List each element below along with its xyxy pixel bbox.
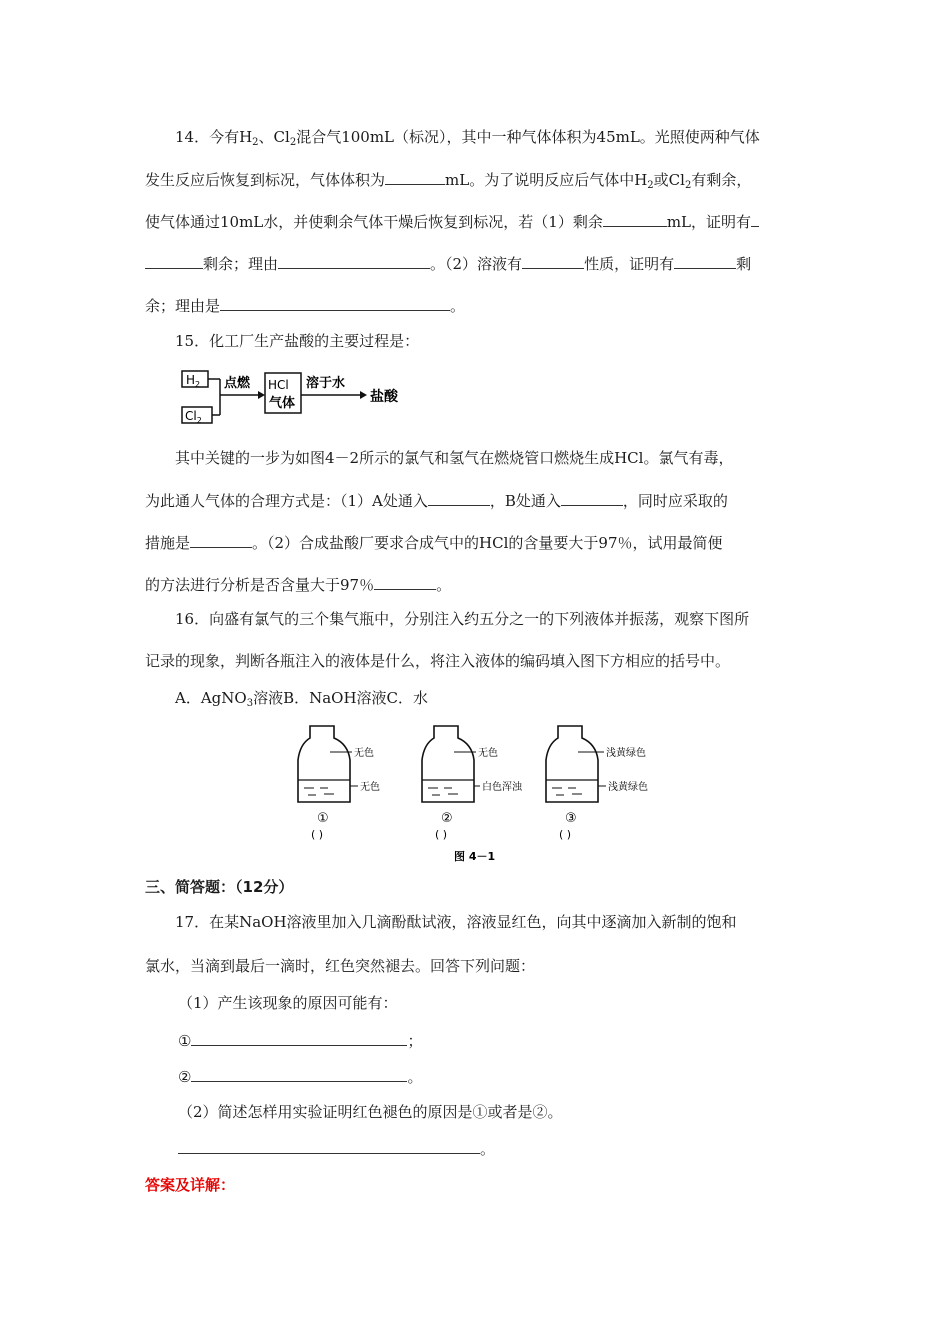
bottle-3-number: ③ [565,811,577,826]
arrow-head [258,391,265,399]
answer-blank[interactable] [385,169,445,185]
q16-line-1: 16．向盛有氯气的三个集气瓶中，分别注入约五分之一的下列液体并振荡，观察下图所 [175,610,750,628]
q17-item-2: ② 。 [178,1068,423,1086]
bottle-3-liquid-label: 浅黄绿色 [608,782,648,793]
bottle-1-paren[interactable]: ( ) [311,828,324,841]
q17-line-3: （1）产生该现象的原因可能有： [178,994,398,1012]
bottle-2-liquid-label: 白色浑浊 [482,782,522,793]
bottle-2-paren[interactable]: ( ) [435,828,448,841]
q14-line-2: 发生反应后恢复到标况，气体体积为 mL。为了说明反应后气体中$H_2$或$Cl_2$有剩余， [145,171,752,191]
q14-line-5: 余；理由是 。 [145,297,466,315]
answer-blank[interactable] [191,1066,407,1082]
bottle-1-number: ① [317,811,329,826]
q17-line-7: 。 [178,1138,843,1159]
q17-line-2: 氯水，当滴到最后一滴时，红色突然褪去。回答下列问题： [145,957,536,975]
bottle-3-paren[interactable]: ( ) [559,828,572,841]
answer-blank[interactable] [522,253,584,269]
q15-title: 15．化工厂生产盐酸的主要过程是： [175,332,420,350]
answer-blank[interactable] [220,295,450,311]
bottle-1-liquid-label: 无色 [360,782,380,793]
q15-line-2: 为此通人气体的合理方式是：（1）A处通入 ，B处通入 ，同时应采取的 [145,492,728,510]
ignite-label: 点燃 [224,376,251,391]
bottle-3 [546,726,648,841]
hcl-label: HCl [268,378,289,392]
answer-heading: 答案及详解： [145,1176,236,1194]
cl2-label: $Cl_2$ [185,409,202,425]
gas-bottles-figure [290,718,670,866]
hydrochloric-acid-label: 盐酸 [370,389,398,405]
answer-blank[interactable] [561,490,623,506]
bottle-2-gas-label: 无色 [478,748,498,759]
answer-blank[interactable] [178,1138,480,1154]
bottle-1-gas-label: 无色 [354,748,374,759]
figure-caption: 图 4－1 [454,850,496,863]
answer-blank[interactable] [278,253,430,269]
answer-blank[interactable] [145,253,203,269]
dissolve-label: 溶于水 [306,376,346,391]
q14-line-1: 14．今有$H_2$、$Cl_2$混合气100mL（标况），其中一种气体体积为45mL。光照使两种气体 [175,128,760,148]
bottle-3-gas-label: 浅黄绿色 [606,748,646,759]
q15-line-1: 其中关键的一步为如图4－2所示的氯气和氢气在燃烧管口燃烧生成HCl。氯气有毒， [175,449,734,467]
bottle-2 [422,726,523,841]
q15-line-3: 措施是 。（2）合成盐酸厂要求合成气中的HCl的含量要大于97％，试用最简便 [145,534,723,552]
answer-blank[interactable] [428,490,490,506]
section-heading: 三、简答题：（12分） [145,878,294,896]
q15-line-4: 的方法进行分析是否含量大于97％ 。 [145,576,452,594]
hcl-process-flow-diagram [178,365,418,431]
q14-line-3: 使气体通过10mL水，并使剩余气体干燥后恢复到标况，若（1）剩余 mL，证明有 [145,211,810,232]
answer-blank[interactable] [374,574,436,590]
answer-blank[interactable] [751,211,759,227]
h2-label: $H_2$ [186,373,201,389]
bottle-1 [298,726,380,841]
q17-line-1: 17．在某NaOH溶液里加入几滴酚酞试液，溶液显红色，向其中逐滴加入新制的饱和 [175,913,737,931]
q17-line-6: （2）简述怎样用实验证明红色褪色的原因是①或者是②。 [178,1103,563,1121]
q16-line-2: 记录的现象，判断各瓶注入的液体是什么，将注入液体的编码填入图下方相应的括号中。 [145,652,731,670]
answer-blank[interactable] [674,253,736,269]
answer-blank[interactable] [603,211,667,227]
answer-blank[interactable] [191,1030,407,1046]
answer-blank[interactable] [190,532,252,548]
q14-line-4: 剩余；理由 。（2）溶液有 性质，证明有 剩 [145,253,810,274]
q16-options: A．AgNO$_3$溶液B．NaOH溶液C．水 [175,689,429,709]
gas-label: 气体 [269,396,296,411]
q17-item-1: ① ； [178,1032,423,1050]
arrow-head [360,391,367,399]
bottle-2-number: ② [441,811,453,826]
